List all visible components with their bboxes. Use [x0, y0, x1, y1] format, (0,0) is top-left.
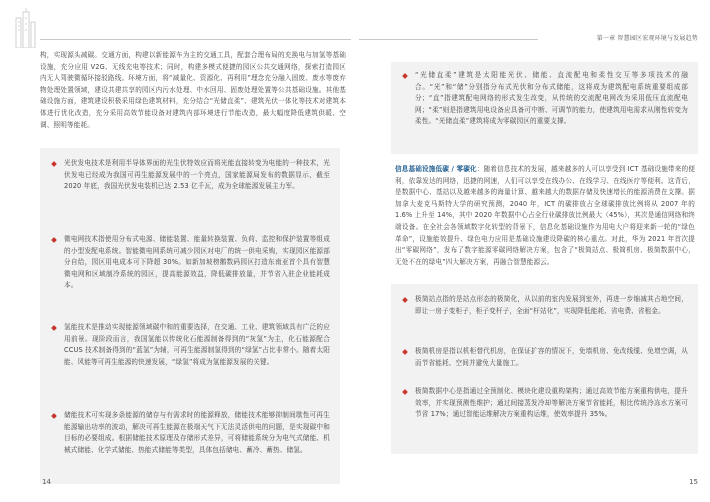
list-item	[403, 70, 688, 128]
list-item	[52, 158, 330, 193]
page-number: 15	[689, 478, 698, 486]
diamond-bullet-icon	[51, 413, 57, 419]
diamond-bullet-icon	[402, 349, 408, 355]
list-item	[52, 234, 330, 292]
header-rule	[359, 39, 538, 40]
list-item	[403, 294, 688, 317]
bullet-text: 光伏发电技术是利用半导体界面的光生伏特效应而将光能直接转变为电能的一种技术，光伏发电已经成为我国可再生能源发展中的一个亮点，国家能源局发布的数据显示，截至 2020 年底，我国光伏发电装机已达 2.53 亿千瓦，成为全球能源发展主力军。	[64, 159, 330, 191]
diamond-bullet-icon	[51, 325, 57, 331]
page-number: 14	[42, 478, 51, 486]
bullet-text: “光储直柔”建筑是太阳能光伏、储能、直流配电和柔性交互等多项技术的融合。“光”和“储”分别指分布式光伏和分布式储能，这将成为建筑配电系统重要组成部分；“直”指建筑配电网络的形式发生改变，从传统的交流配电网改为采用低压直流配电网；“柔”则是指建筑用电设备应具备可中断、可调节的能力，使建筑用电需求从刚性转变为柔性。“光储直柔”建筑将成为零碳园区的重要支撑。	[415, 71, 688, 126]
diamond-bullet-icon	[402, 73, 408, 79]
info-infrastructure-paragraph	[395, 164, 695, 268]
bullet-text: 极简数据中心是指通过全预制化、模块化建设重构架构；通过高效节能方案重构供电，提升效率，并实现预测性维护；通过间接蒸发冷却等解决方案节省能耗，相比传统冷冻水方案可节省 17%；通过智能运维解决方案重构运维，使效率提升 35%。	[415, 387, 688, 419]
list-item	[403, 386, 688, 421]
chapter-header: 第一章 智慧园区宏观环境与发展趋势	[596, 35, 698, 42]
header-rule	[40, 39, 351, 40]
list-item	[403, 346, 688, 369]
intro-paragraph: 构，实现源头减碳。交通方面，构建以新能源车为主的交通工具，配套合理布局的充换电与加氢等基础设施，充分应用 V2G、无线充电等技术；同时，构建多模式便捷的园区公共交通网络，探索打造园区内无人驾驶微循环接驳路线。环境方面，将“减量化、资源化、再利用”理念充分融入固废、废水等废弃物处理处置领域，建设共建共享的园区内污水处理、中水回用、固废处理处置等公共基础设施。其他基础设施方面，建筑建设积极采用绿色建筑材料，充分结合“光储直柔”、建筑光伏一体化等技术对建筑本体进行优化改造，充分采用高效节能设备对建筑内部环境进行节能改造，最大幅度降低建筑供暖、空调、照明等能耗。	[40, 51, 346, 129]
paragraph-text: ：随着信息技术的发展，越来越多的人可以享受到 ICT 基础设施带来的便利，依靠发达的网络，迅捷的网速，人们可以享受在线办公、在线学习、在线医疗等便利。这背后，是数据中心、基站以及越来越多的海量计算、越来越大的数据存储及快速增长的能源消费在支撑。据加拿大麦克马斯特大学的研究预测，2040 年，ICT 的碳排放占全球碳排放比例将从 2007 年的 1.6% 上升至 14%，其中 2020 年数据中心占全行业碳排放比例最大（45%），其次是通信网络和终端设备。在全社会各领域数字化转型的背景下，信息化基础设施作为用电大户将迎来新一轮的“绿色革命”，设施能效提升、绿色电力应用是基础设施建设降碳的核心重点。对此，华为 2021 年首次提出“零碳网络”，发布了数字能源零碳网络解决方案，包含了“极简站点、极简机房、极简数据中心，无处不在的绿电”四大解决方案，再融合智慧能源云。	[395, 165, 695, 266]
building-decoration-icon	[10, 8, 68, 48]
diamond-bullet-icon	[402, 297, 408, 303]
top-box	[391, 62, 698, 154]
bottom-box	[391, 284, 698, 454]
bullet-text: 氢能技术是推动实现能源领域碳中和的重要选择，在交通、工业、建筑领域具有广泛的应用前景。现阶段而言，我国氢能以传统化石能源制备得到的“灰氢”为主，化石能源配合 CCUS 技术制备得到的“蓝氢”为辅，可再生能源制氢得到的“绿氢”占比非常小。随着太阳能、风能等可再生能源的快速发展，“绿氢”将成为氢能源发展的关键。	[64, 323, 330, 366]
bullet-text: 微电网技术指使用分布式电源、储能装置、能量转换装置、负荷、监控和保护装置等组成的小型发配电系统。智能微电网系统可减少园区对电厂的统一供电采购，实现园区能源部分自给，园区用电成本可下降超 30%。如新加坡榜鹅数码园区打造东南亚首个具有智慧微电网和区域制冷系统的园区，提高能源效益，降低碳排放量，并节省入驻企业能耗成本。	[64, 235, 330, 290]
diamond-bullet-icon	[402, 389, 408, 395]
diamond-bullet-icon	[51, 161, 57, 167]
list-item	[52, 322, 330, 368]
diamond-bullet-icon	[51, 237, 57, 243]
list-item	[52, 410, 330, 456]
section-heading: 信息基础设施低碳 / 零碳化	[395, 165, 477, 173]
right-page	[355, 0, 710, 502]
bullet-text: 极简机房是指以机柜替代机房，在保证扩容的情况下，免墙机房、免改线缆、免增空调，从而节省能耗、空间并避免大量施工。	[415, 347, 688, 367]
bullet-text: 储能技术可实现多条能源的储存与有需求时的能源释放，储能技术能够抑制间歇性可再生能源输出功率的波动，解决可再生能源在极端天气下无法灵活供电的问题，是实现碳中和目标的必要组成。根据储能技术原理及存储形式差异，可将储能系统分为电气式储能、机械式储能、化学式储能、热能式储能等类型，具体包括储电、蓄冷、蓄热、储氢。	[64, 411, 330, 454]
bullet-text: 极简站点指的是站点形态的极简化，从以前的室内发展到室外，再进一步缩减其占地空间，即让一房子变柜子，柜子变杆子，全面“杆站化”，实现降低能耗、省电费、省租金。	[415, 295, 688, 315]
technology-box	[40, 148, 340, 484]
